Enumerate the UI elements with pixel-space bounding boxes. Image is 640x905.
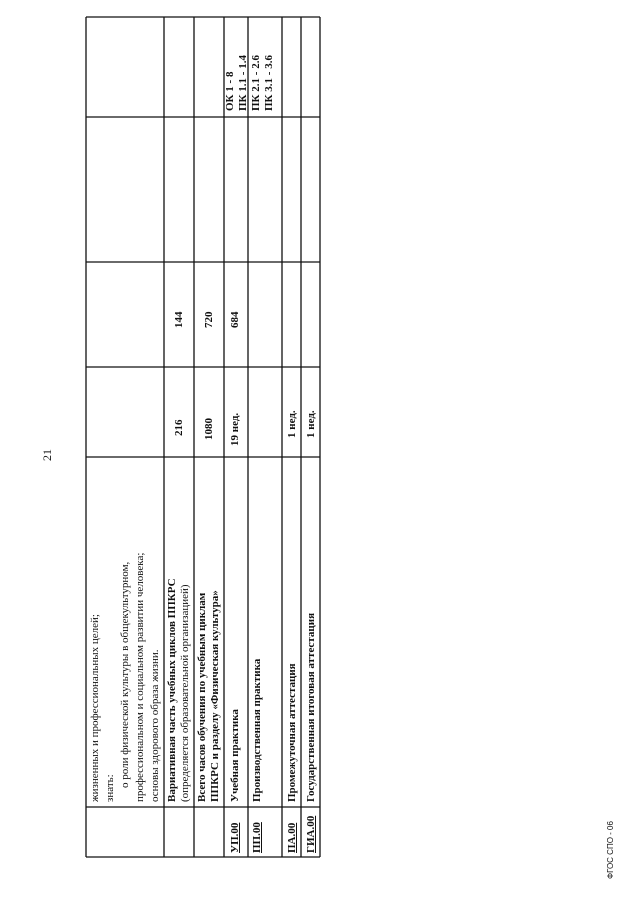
overall-total: 1080 [203,418,215,440]
competency-1: ОК 1 - 8 [224,71,236,111]
competency-4: ПК 3.1 - 3.6 [263,55,275,111]
pa-weeks: 1 нед. [286,410,298,438]
document-footer: ФГОС СПО - 06 [606,821,615,879]
cont-line-4: профессиональном и социальном развитии человека; [134,552,146,802]
cont-line-3: о роли физической культуры в общекультурном, [119,561,131,788]
cont-line-2: знать: [104,774,116,802]
pa-index: ПА.00 [286,822,298,853]
overall-hours: 720 [203,311,215,328]
cont-line-5: основы здорового образа жизни. [149,649,161,802]
page-number: 21 [40,449,54,461]
competency-3: ПК 2.1 - 2.6 [250,55,262,111]
competency-2: ПК 1.1 - 1.4 [237,55,249,111]
gia-index: ГИА.00 [305,815,317,853]
variative-line-1: Вариативная часть учебных циклов ППКРС [166,578,178,802]
pp-index: ПП.00 [251,822,263,853]
up-index: УП.00 [229,822,241,853]
gia-weeks: 1 нед. [305,410,317,438]
overall-line-2: ППКРС и разделу «Физическая культура» [209,590,221,802]
pp-name: Производственная практика [251,658,263,802]
overall-line-1: Всего часов обучения по учебным циклам [196,592,208,802]
pa-name: Промежуточная аттестация [286,663,298,802]
gia-name: Государственная итоговая аттестация [305,612,317,802]
up-hours: 684 [229,311,241,328]
up-name: Учебная практика [229,709,241,802]
up-weeks: 19 нед. [229,412,241,446]
cont-line-1: жизненных и профессиональных целей; [89,614,101,802]
variative-line-2: (определяется образовательной организацией) [179,584,191,802]
variative-total: 216 [173,419,185,436]
variative-hours: 144 [173,311,185,328]
